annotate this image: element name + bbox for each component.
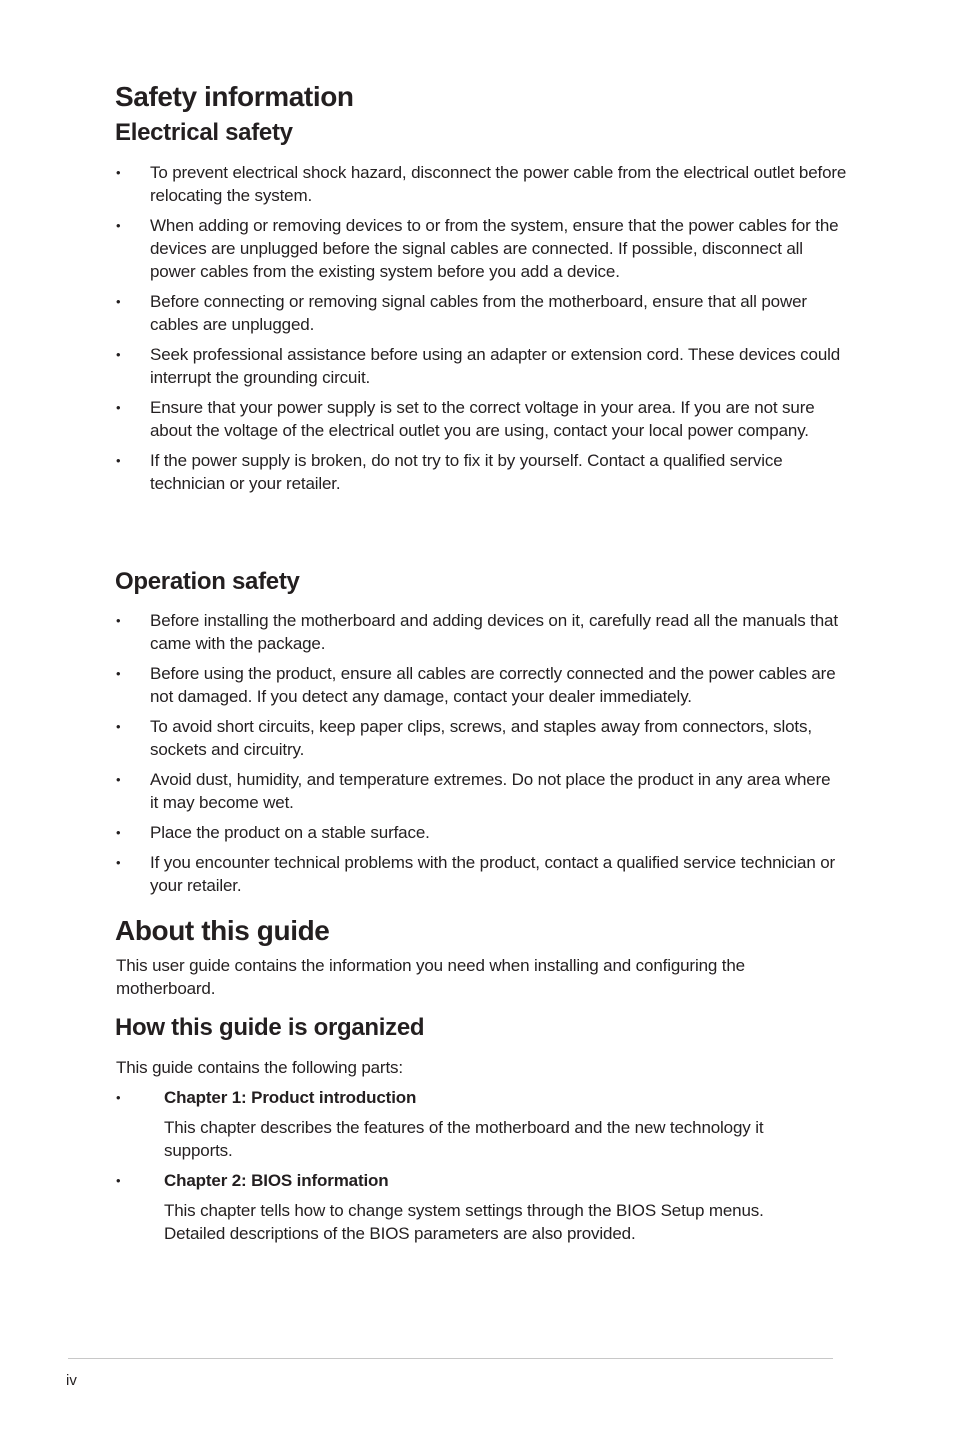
list-item: • If the power supply is broken, do not try to fix it by yourself. Contact a qualified service technician or your retailer. (116, 449, 840, 495)
list-item: • When adding or removing devices to or from the system, ensure that the power cables for the devices are unplugged before the signal cables are connected. If possible, disconnect all power cables from the existing system before you add a device. (116, 214, 840, 283)
list-item: • Avoid dust, humidity, and temperature extremes. Do not place the product in any area where it may become wet. (116, 768, 840, 814)
chapter-2-title: • Chapter 2: BIOS information (116, 1169, 804, 1192)
list-item: • Before using the product, ensure all cables are correctly connected and the power cables are not damaged. If you detect any damage, contact your dealer immediately. (116, 662, 840, 708)
list-item: • To avoid short circuits, keep paper clips, screws, and staples away from connectors, slots, sockets and circuitry. (116, 715, 840, 761)
page-number: iv (66, 1372, 77, 1389)
chapter-list (116, 1086, 804, 1245)
electrical-safety-list (116, 161, 850, 495)
list-item: • If you encounter technical problems with the product, contact a qualified service technician or your retailer. (116, 851, 840, 897)
about-guide-title: About this guide (115, 915, 330, 946)
operation-safety-list (116, 609, 850, 897)
chapter-1-title: • Chapter 1: Product introduction (116, 1086, 804, 1109)
organized-heading: How this guide is organized (115, 1014, 425, 1041)
about-guide-intro: This user guide contains the information you need when installing and configuring the motherboard. (116, 956, 745, 998)
list-item: • Seek professional assistance before using an adapter or extension cord. These devices could interrupt the grounding circuit. (116, 343, 850, 389)
organized-intro: This guide contains the following parts: (116, 1058, 403, 1077)
operation-safety-heading: Operation safety (115, 568, 300, 595)
electrical-safety-heading: Electrical safety (115, 119, 293, 146)
list-item: • Before installing the motherboard and adding devices on it, carefully read all the manuals that came with the package. (116, 609, 850, 655)
chapter-2-description: This chapter tells how to change system settings through the BIOS Setup menus. Detailed descriptions of the BIOS parameters are also provided. (164, 1201, 764, 1243)
list-item: • Before connecting or removing signal cables from the motherboard, ensure that all power cables are unplugged. (116, 290, 840, 336)
list-item: • Ensure that your power supply is set to the correct voltage in your area. If you are not sure about the voltage of the electrical outlet you are using, contact your local power company. (116, 396, 840, 442)
chapter-1-description: This chapter describes the features of the motherboard and the new technology it supports. (164, 1118, 764, 1160)
safety-title: Safety information (115, 81, 354, 112)
list-item: • Place the product on a stable surface. (116, 821, 840, 844)
footer-divider (68, 1358, 833, 1359)
list-item: • To prevent electrical shock hazard, disconnect the power cable from the electrical outlet before relocating the system. (116, 161, 850, 207)
